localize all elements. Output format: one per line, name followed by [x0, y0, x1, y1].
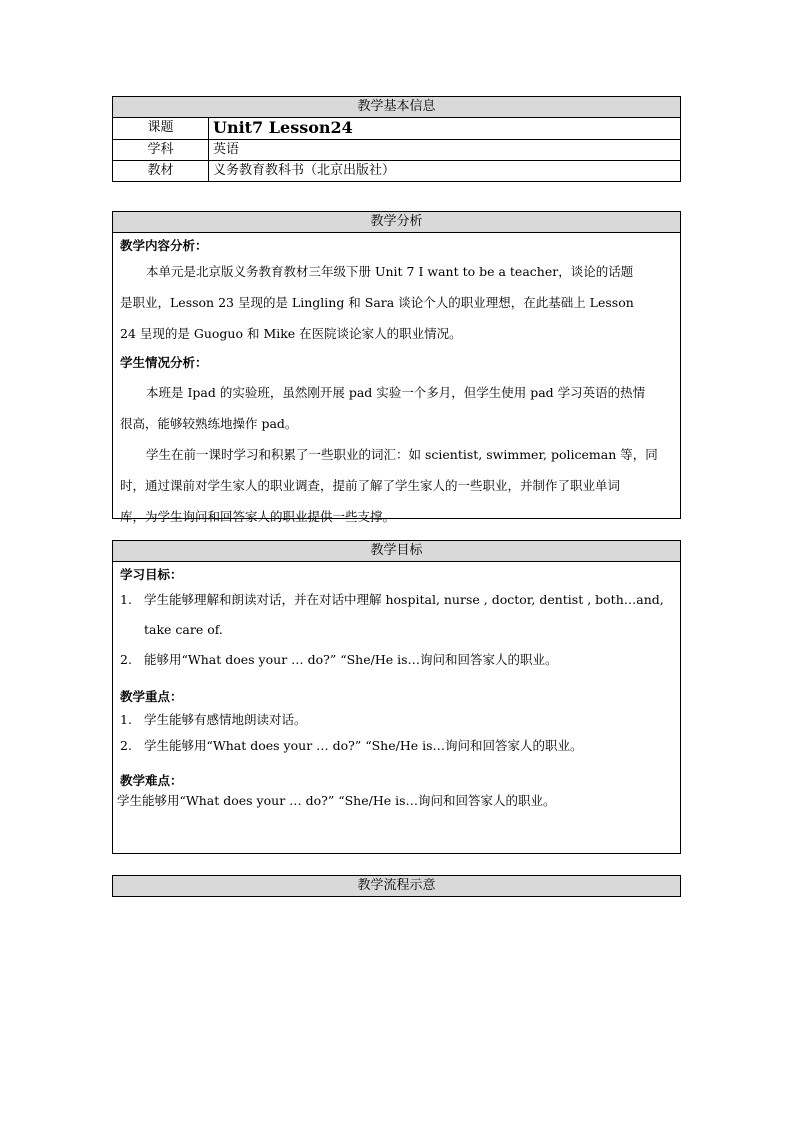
content-analysis-line: 24 呈现的是 Guoguo 和 Mike 在医院谈论家人的职业情况。: [120, 326, 462, 341]
student-analysis-line: 学生在前一课时学习和积累了一些职业的词汇：如 scientist, swimmer, policeman 等，同: [146, 447, 658, 462]
key-point-item: [120, 707, 673, 733]
analysis-body: [113, 233, 680, 536]
content-analysis-title: 教学内容分析：: [120, 238, 208, 253]
info-label: 学科: [113, 140, 209, 160]
analysis-table: [112, 211, 681, 524]
basic-info-table: [112, 96, 681, 182]
key-points-title: 教学重点：: [120, 689, 183, 704]
flow-table: [112, 875, 681, 897]
objectives-header: 教学目标: [113, 541, 680, 562]
objectives-table: [112, 540, 681, 854]
student-analysis-title: 学生情况分析：: [120, 355, 208, 370]
student-analysis-line: 库，为学生询问和回答家人的职业提供一些支撑。: [120, 509, 396, 524]
student-analysis-line: 时，通过课前对学生家人的职业调查，提前了解了学生家人的一些职业，并制作了职业单词: [120, 478, 621, 493]
learning-goal-item: [120, 645, 673, 675]
item-number: 2.: [120, 652, 132, 667]
item-text: 学生能够有感情地朗读对话。: [144, 712, 307, 727]
info-value-topic: Unit7 Lesson24: [213, 118, 353, 137]
content-analysis-line: 是职业，Lesson 23 呈现的是 Lingling 和 Sara 谈论个人的职业理想，在此基础上 Lesson: [120, 295, 634, 310]
basic-info-header: 教学基本信息: [113, 97, 680, 118]
learning-goals-title: 学习目标：: [120, 567, 183, 582]
info-value-textbook: 义务教育教科书（北京出版社）: [213, 163, 396, 178]
info-row-textbook: [113, 160, 680, 181]
item-text: 学生能够理解和朗读对话，并在对话中理解 hospital, nurse , doctor, dentist , both…and,: [144, 592, 664, 607]
info-row-subject: [113, 139, 680, 160]
item-number: 1.: [120, 712, 132, 727]
key-point-item: [120, 733, 673, 759]
flow-header: 教学流程示意: [113, 876, 680, 896]
learning-goal-item: [120, 585, 673, 615]
item-text: 能够用“What does your … do?” “She/He is…询问和回答家人的职业。: [144, 652, 558, 667]
info-value-subject: 英语: [213, 142, 240, 157]
difficult-point-text: 学生能够用“What does your … do?” “She/He is…询问和回答家人的职业。: [117, 793, 556, 808]
info-label: 课题: [113, 118, 209, 139]
item-text-continued: take care of.: [144, 622, 223, 637]
info-label: 教材: [113, 161, 209, 181]
student-analysis-line: 本班是 Ipad 的实验班，虽然刚开展 pad 实验一个多月，但学生使用 pad 学习英语的热情: [146, 385, 646, 400]
item-text: 学生能够用“What does your … do?” “She/He is…询问和回答家人的职业。: [144, 738, 583, 753]
difficult-points-title: 教学难点：: [120, 773, 183, 788]
objectives-body: [113, 562, 680, 815]
content-analysis-line: 本单元是北京版义务教育教材三年级下册 Unit 7 I want to be a teacher，谈论的话题: [146, 264, 634, 279]
info-row-topic: [113, 118, 680, 139]
student-analysis-line: 很高，能够较熟练地操作 pad。: [120, 416, 298, 431]
item-number: 2.: [120, 738, 132, 753]
analysis-header: 教学分析: [113, 212, 680, 233]
item-number: 1.: [120, 592, 132, 607]
